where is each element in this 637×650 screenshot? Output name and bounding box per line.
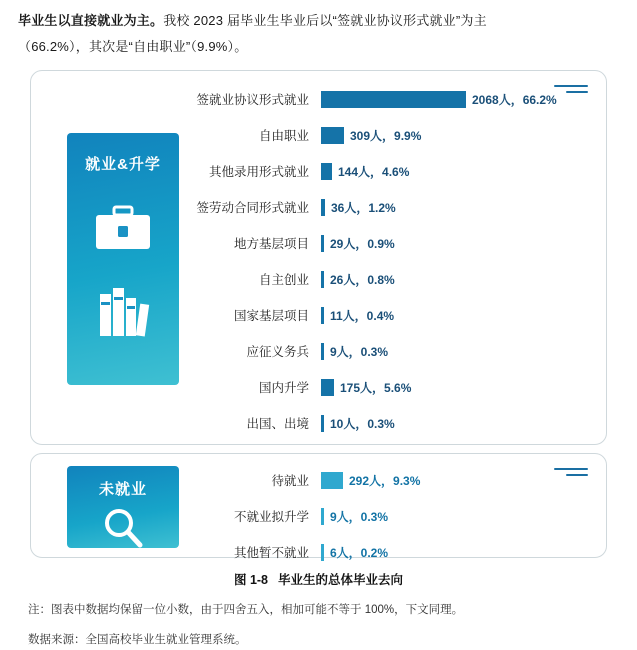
bar-value: 10人，0.3%	[330, 416, 395, 431]
bar	[321, 91, 466, 108]
bar-label: 不就业拟升学	[233, 510, 309, 524]
bar-label: 应征义务兵	[246, 345, 309, 359]
bar-label: 出国、出境	[246, 417, 309, 431]
bar-label: 签劳动合同形式就业	[196, 201, 309, 215]
bar	[321, 508, 324, 525]
bar	[321, 271, 324, 288]
figure-number: 图 1-8	[233, 573, 269, 587]
employment-bar-rows	[31, 81, 606, 441]
unemployment-panel-title: 未就业	[98, 481, 147, 498]
bar	[321, 544, 324, 561]
bar-value: 29人，0.9%	[330, 236, 395, 251]
bar	[321, 163, 332, 180]
bar-value: 292人，9.3%	[349, 473, 421, 488]
bar-value: 309人，9.9%	[350, 128, 422, 143]
bar-label: 待就业	[271, 474, 309, 488]
intro-paragraph	[14, 8, 623, 60]
bar	[321, 379, 334, 396]
bar-label: 其他暂不就业	[233, 546, 309, 560]
bar-value: 9人，0.3%	[330, 344, 389, 359]
table-row	[31, 225, 606, 261]
bar-label: 其他录用形式就业	[208, 165, 309, 179]
table-row	[31, 189, 606, 225]
table-row	[31, 333, 606, 369]
intro-lead: 毕业生以直接就业为主。	[18, 13, 164, 28]
table-row	[31, 534, 606, 570]
bar-label: 国内升学	[258, 381, 309, 395]
intro-line1: 我校 2023 届毕业生毕业后以“签就业协议形式就业”为主	[163, 13, 487, 28]
table-row	[31, 498, 606, 534]
employment-card	[30, 70, 607, 445]
bar	[321, 235, 324, 252]
bar	[321, 307, 324, 324]
bar-value: 9人，0.3%	[330, 509, 389, 524]
table-row	[31, 117, 606, 153]
bar-value: 11人，0.4%	[330, 308, 395, 323]
table-row	[31, 297, 606, 333]
bar	[321, 415, 324, 432]
figure-title: 毕业生的总体毕业去向	[278, 573, 404, 587]
bar	[321, 127, 344, 144]
table-row	[31, 405, 606, 441]
table-row	[31, 462, 606, 498]
bar-value: 175人，5.6%	[340, 380, 412, 395]
bar-label: 国家基层项目	[233, 309, 309, 323]
bar-value: 36人，1.2%	[331, 200, 396, 215]
bar-label: 自由职业	[258, 129, 309, 143]
employment-panel-title: 就业&升学	[85, 156, 161, 173]
bar-label: 地方基层项目	[233, 237, 309, 251]
bar	[321, 343, 324, 360]
bar	[321, 472, 343, 489]
bar-label: 签就业协议形式就业	[196, 93, 309, 107]
intro-line2: （66.2%），其次是“自由职业”（9.9%）。	[18, 39, 248, 54]
table-row	[31, 369, 606, 405]
figure-caption	[14, 570, 623, 588]
bar	[321, 199, 325, 216]
bar-value: 144人，4.6%	[338, 164, 410, 179]
unemployment-card	[30, 453, 607, 558]
note-source: 数据来源：全国高校毕业生就业管理系统。	[28, 634, 247, 646]
unemployment-bar-rows	[31, 462, 606, 570]
table-row	[31, 81, 606, 117]
table-row	[31, 261, 606, 297]
note-rounding: 注：图表中数据均保留一位小数，由于四舍五入，相加可能不等于 100%，下文同理。	[28, 604, 464, 616]
bar-value: 26人，0.8%	[330, 272, 395, 287]
bar-value: 2068人，66.2%	[472, 92, 557, 107]
bar-label: 自主创业	[258, 273, 309, 287]
bar-value: 6人，0.2%	[330, 545, 389, 560]
table-row	[31, 153, 606, 189]
